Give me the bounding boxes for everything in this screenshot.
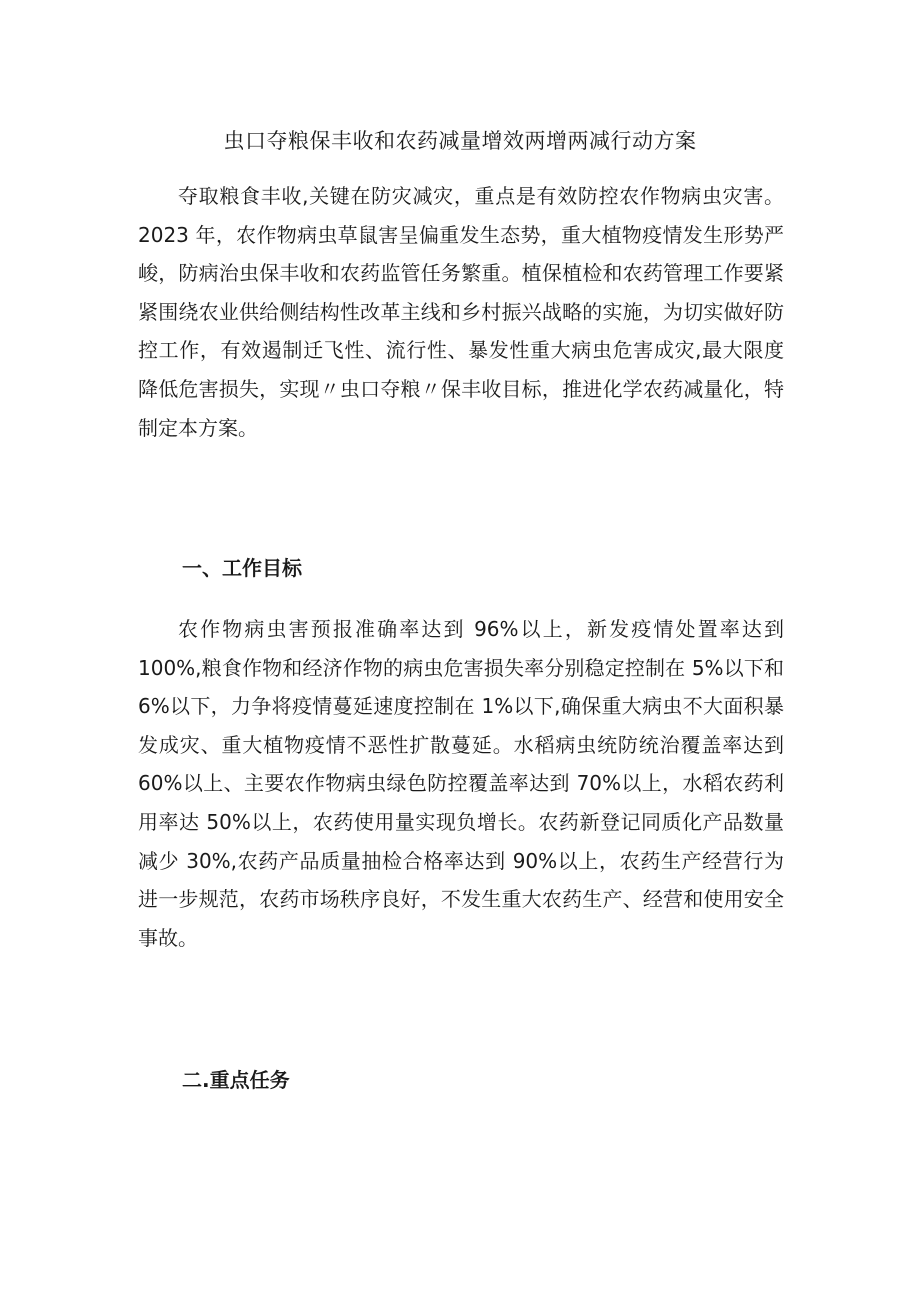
intro-paragraph: 夺取粮食丰收,关键在防灾减灾，重点是有效防控农作物病虫灾害。2023 年，农作物病虫草鼠害呈偏重发生态势，重大植物疫情发生形势严峻，防病治虫保丰收和农药监管任务繁重。植保植检和农药管理工作要紧紧围绕农业供给侧结构性改革主线和乡村振兴战略的实施，为切实做好防控工作，有效遏制迁飞性、流行性、暴发性重大病虫危害成灾,最大限度降低危害损失，实现〃虫口夺粮〃保丰收目标，推进化学农药减量化，特制定本方案。 — [138, 184, 784, 440]
section-heading-key-tasks: 二.重点任务 — [182, 1068, 290, 1092]
section-heading-work-goals: 一、工作目标 — [182, 556, 302, 580]
work-goals-paragraph: 农作物病虫害预报准确率达到 96%以上，新发疫情处置率达到 100%,粮食作物和经济作物的病虫危害损失率分别稳定控制在 5%以下和 6%以下，力争将疫情蔓延速度控制在 1%以下,确保重大病虫不大面积暴发成灾、重大植物疫情不恶性扩散蔓延。水稻病虫统防统治覆盖率达到 60%以上、主要农作物病虫绿色防控覆盖率达到 70%以上，水稻农药利用率达 50%以上，农药使用量实现负增长。农药新登记同质化产品数量减少 30%,农药产品质量抽检合格率达到 90%以上，农药生产经营行为进一步规范，农药市场秩序良好，不发生重大农药生产、经营和使用安全事故。 — [138, 617, 784, 950]
document-title: 虫口夺粮保丰收和农药减量增效两增两减行动方案 — [223, 129, 697, 153]
